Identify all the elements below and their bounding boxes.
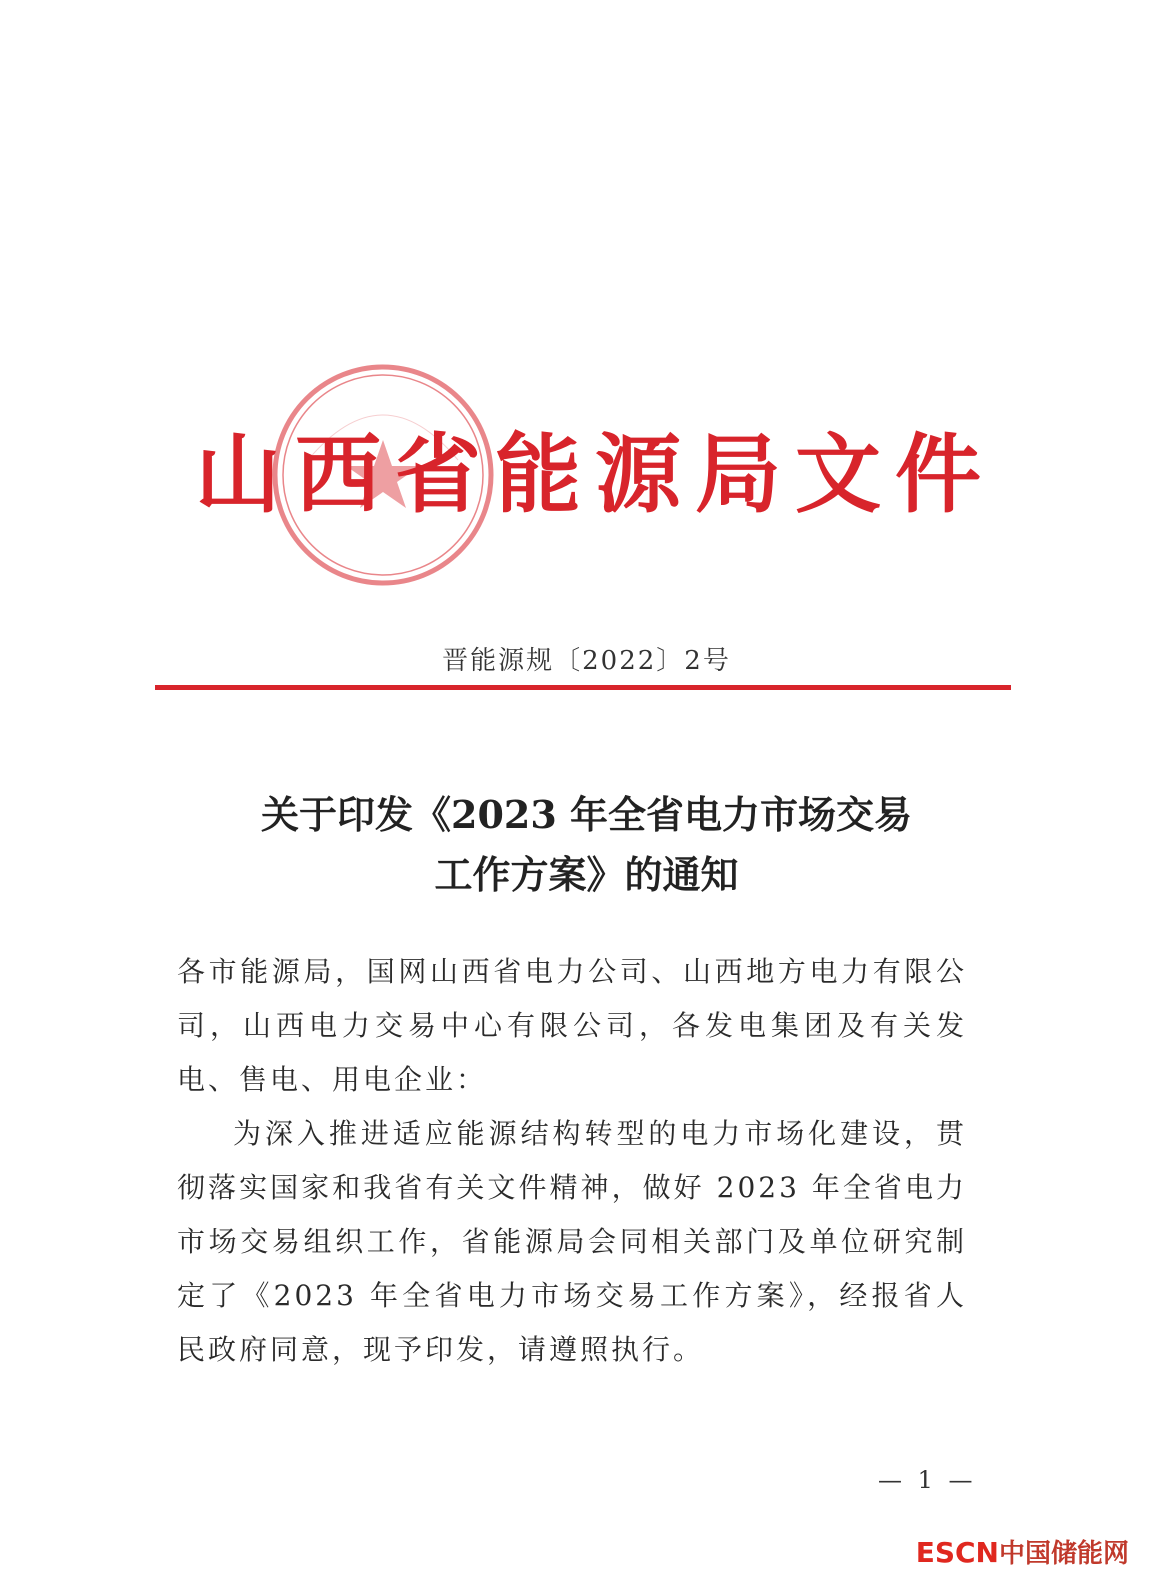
issuer-header: 山西省能源局文件 [195, 424, 995, 525]
title-line-2: 工作方案》的通知 [434, 852, 739, 897]
title-line-1: 关于印发《2023 年全省电力市场交易 [261, 792, 912, 837]
main-paragraph: 为深入推进适应能源结构转型的电力市场化建设，贯彻落实国家和我省有关文件精神，做好 2023 年全省电力市场交易组织工作，省能源局会同相关部门及单位研究制定了《2023 年全省电力市场交易工作方案》，经报省人民政府同意，现予印发，请遵照执行。 [177, 1117, 967, 1366]
site-watermark [916, 1533, 1129, 1570]
watermark-cn-name: 中国储能网 [998, 1539, 1129, 1569]
document-title [0, 785, 1173, 905]
addressee-paragraph: 各市能源局，国网山西省电力公司、山西地方电力有限公司，山西电力交易中心有限公司，各发电集团及有关发电、售电、用电企业： [177, 955, 967, 1096]
document-body [177, 945, 967, 1377]
document-number: 晋能源规〔2022〕2号 [442, 646, 731, 676]
watermark-brand: ESCN [915, 1536, 999, 1569]
page-number: — 1 — [878, 1466, 977, 1494]
header-divider [155, 685, 1011, 690]
